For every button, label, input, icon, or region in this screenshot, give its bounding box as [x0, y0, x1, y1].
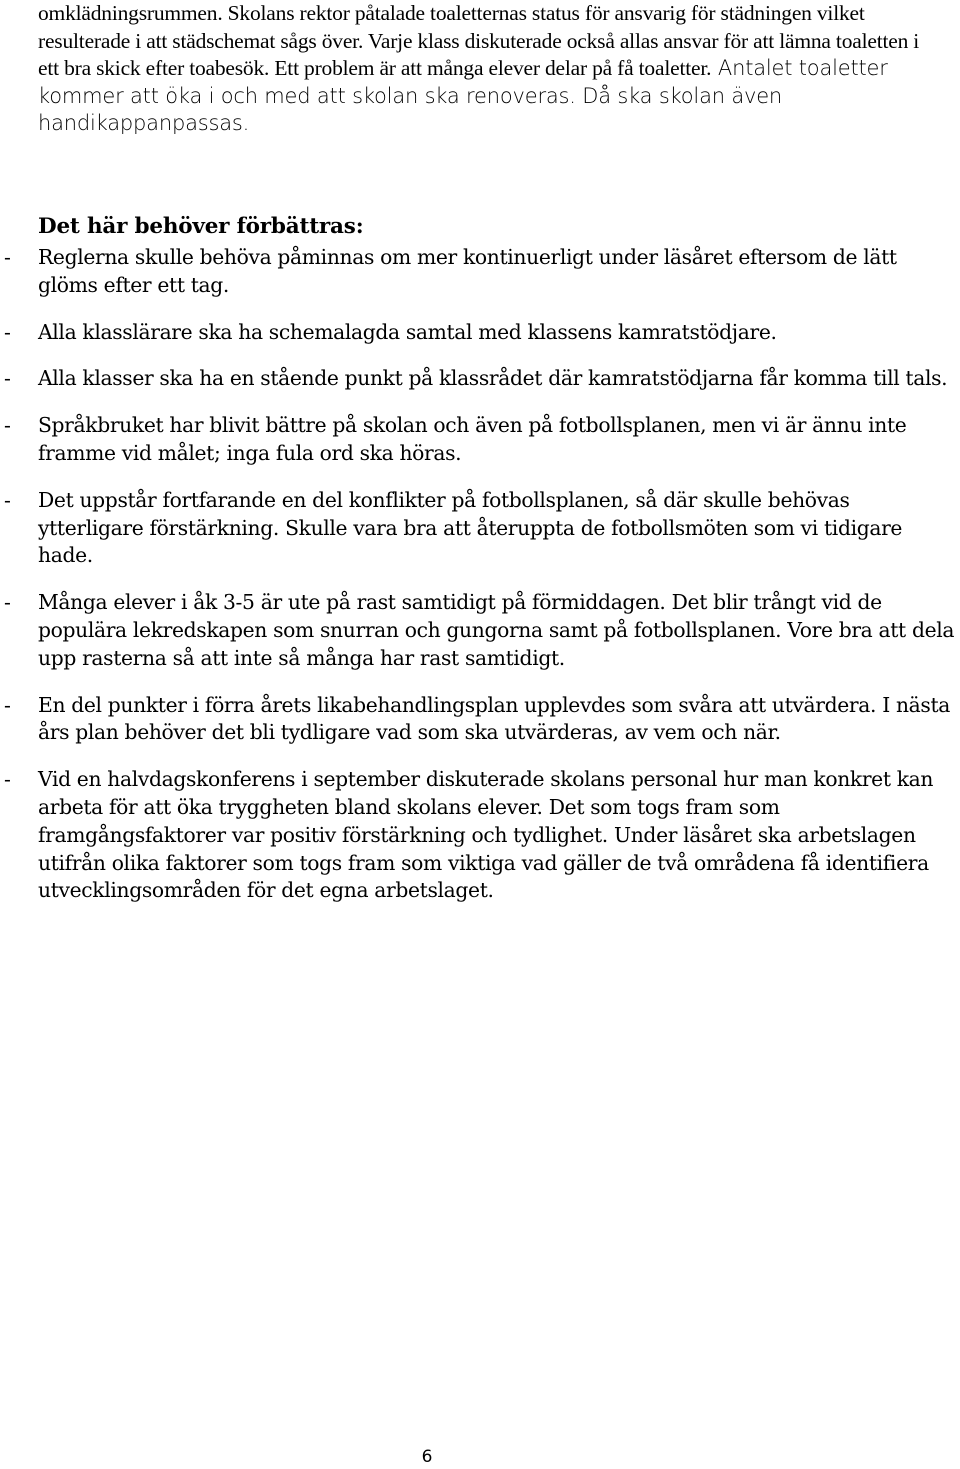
bullet-dash: - — [4, 319, 11, 344]
bullet-dash: - — [4, 366, 11, 391]
list-item — [0, 589, 960, 672]
list-item-text: En del punkter i förra årets likabehandlingsplan upplevdes som svåra att utvärdera. I nästa års plan behöver det bli tydligare vad som ska utvärderas, av vem och när. — [38, 692, 951, 745]
list-item — [0, 365, 960, 393]
list-item-text: Det uppstår fortfarande en del konflikter på fotbollsplanen, så där skulle behövas ytterligare förstärkning. Skulle vara bra att återuppta de fotbollsmöten som vi tidigare hade. — [38, 487, 903, 568]
list-item — [0, 692, 960, 748]
bullet-dash: - — [4, 692, 11, 717]
list-item — [0, 244, 960, 300]
list-item-text: Alla klasser ska ha en stående punkt på klassrådet där kamratstödjarna får komma till tals. — [38, 366, 948, 391]
intro-text-part-a: omklädningsrummen. Skolans rektor påtalade toaletternas status för ansvarig för städningen vilket resulterade i att städschemat sågs över. Varje klass diskuterade också allas ansvar för att lämna toaletten i ett bra skick efter toabesök. Ett problem är att många elever delar på få toaletter. — [38, 1, 920, 80]
list-item-text: Språkbruket har blivit bättre på skolan och även på fotbollsplanen, men vi är ännu inte framme vid målet; inga fula ord ska höras. — [38, 413, 907, 465]
bullet-dash: - — [4, 413, 11, 438]
section-heading: Det här behöver förbättras: — [38, 214, 364, 239]
page-number: 6 — [421, 1447, 433, 1467]
list-item — [0, 319, 960, 347]
improvement-list — [0, 244, 960, 924]
bullet-dash: - — [4, 245, 11, 269]
list-item — [0, 487, 960, 570]
list-item-text: Vid en halvdagskonferens i september diskuterade skolans personal hur man konkret kan arbeta för att öka tryggheten bland skolans elever. Det som togs fram som framgångsfaktorer var positiv förstärkning och tydlighet. Under läsåret ska arbetslagen utifrån olika faktorer som togs fram som viktiga vad gäller de två områdena få identifiera utvecklingsområden för det egna arbetslaget. — [38, 767, 934, 903]
list-item-text: Reglerna skulle behöva påminnas om mer kontinuerligt under läsåret eftersom de lätt glöms efter ett tag. — [38, 245, 897, 297]
intro-paragraph — [38, 0, 938, 138]
intro-text-part-b: Antalet toaletter kommer att öka i och med att skolan ska renoveras. Då ska skolan även handikappanpassas. — [38, 56, 888, 135]
list-item-text: Många elever i åk 3-5 är ute på rast samtidigt på förmiddagen. Det blir trångt vid de populära lekredskapen som snurran och gungorna samt på fotbollsplanen. Vore bra att dela upp rasterna så att inte så många har rast samtidigt. — [38, 590, 955, 670]
bullet-dash: - — [4, 767, 11, 792]
bullet-dash: - — [4, 487, 11, 512]
list-item — [0, 412, 960, 468]
bullet-dash: - — [4, 590, 11, 615]
list-item-text: Alla klasslärare ska ha schemalagda samtal med klassens kamratstödjare. — [38, 319, 777, 344]
list-item — [0, 766, 960, 905]
